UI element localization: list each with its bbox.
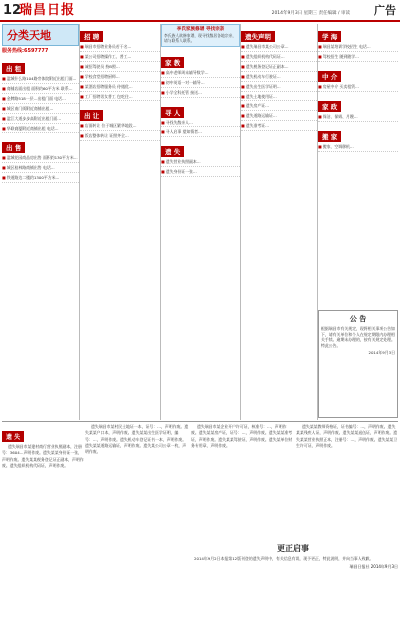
ad-item: ■ 工厂招聘男女普工 包吃住…	[80, 94, 160, 102]
category-housekeeping: 家 政	[318, 101, 341, 112]
classified-column-4	[241, 24, 317, 420]
category-lost-lower: 遗 失	[2, 431, 24, 442]
category-sale: 出 售	[2, 142, 25, 153]
ad-item: ■ 诚招驾驶员 持B照…	[80, 64, 160, 72]
category-missing-person: 寻 人	[161, 107, 184, 118]
ad-item: ■ 学校食堂招聘厨师…	[80, 74, 160, 82]
ad-item: ■ 遗失出生医学证明…	[241, 84, 317, 92]
classified-column-3	[161, 24, 240, 420]
category-transfer: 出 让	[80, 110, 103, 121]
lower-column-4	[296, 424, 398, 540]
notice-body: 根据瑞昌市有关规定，现将相关事项公告如下，请有关单位和个人在规定期限内办理相关手续。逾期未办理的，按有关规定处理。特此公告。	[321, 326, 395, 348]
section-title: 广告	[374, 4, 396, 17]
classified-brand-banner	[2, 24, 79, 46]
ad-item: ■ 初中英语一对一辅导…	[161, 80, 240, 88]
date-line: 2014年9月3日 星期三 责任编辑 / 审读	[271, 11, 350, 16]
classified-column-1	[2, 24, 79, 420]
ad-item: ■ 驾校招生 随到随学…	[318, 54, 398, 62]
ad-item: ■ 华联商厦附近商铺出租 电话…	[2, 126, 79, 134]
ad-item: ■ 金牌路518一层…出租门面 电话…	[2, 96, 79, 104]
lower-column-1	[2, 424, 84, 632]
ad-item: ■ 遗失组织机构代码证…	[241, 54, 317, 62]
ad-item: ■ 瑞昌某培训学校招生 电话…	[318, 44, 398, 52]
ad-item: ■ 搬家、空调移机…	[318, 144, 398, 152]
page-header	[0, 0, 400, 22]
ad-item: ■ 房屋中介 买卖租赁…	[318, 84, 398, 92]
ad-item: ■ 遗失机动车行驶证…	[241, 74, 317, 82]
ad-item: ■ 遗失税务登记证正副本…	[241, 64, 317, 72]
ad-item: ■ 寻人启事 望知情者…	[161, 129, 240, 137]
lower-column-2	[85, 424, 189, 632]
featured-notice-text: 李氏族人欲修家谱，现寻找散居各地宗亲，请与联系人联系。	[164, 33, 237, 44]
section-divider	[2, 421, 398, 422]
classified-column-5	[318, 24, 398, 308]
ad-item: ■ 某酒店招聘服务员 待遇优…	[80, 84, 160, 92]
masthead-logo: 瑞昌日报	[19, 3, 76, 18]
correction-body: 2014年9月2日本报第12版刊登的遗失声明中，有关信息有误，现予更正，特此说明，并向当事人致歉。	[194, 556, 374, 561]
ad-item: ■ 湓城花园商品房出售 面积约130平方米…	[2, 155, 79, 163]
featured-notice-title: 李氏家族修谱 寻找宗亲	[176, 27, 225, 32]
lost-notice-text: 遗失瑞昌市某建材商行营业执照副本，注册号：3604…声明作废。遗失某某身份证一张，声明作废。遗失某某税务登记证正副本，声明作废。遗失组织机构代码证，声明作废。	[2, 444, 84, 468]
ad-item: ■ 高中老师周末辅导数学…	[161, 70, 240, 78]
category-lost-declaration: 遗失声明	[241, 31, 275, 42]
ad-item: ■ 湓城什么路104路旁体院附近出租门面…	[2, 76, 79, 84]
page-number: 12	[3, 3, 22, 18]
ad-item: ■ 保洁、保姆、月嫂…	[318, 114, 398, 122]
ad-item: ■ 商铺店面出租 面积约60平方米 联系…	[2, 86, 79, 94]
lost-notice-text: 遗失瑞昌市某村民土地证一本，证号：…，声明作废。遗失某某户口本，声明作废。遗失某某出生医学证明，编号：…，声明作废。遗失机动车登记证书一本，声明作废。遗失某某道路运输证，声明作废。遗失某公司公章一枚，声明作废。	[85, 424, 189, 455]
public-notice-box	[318, 310, 398, 418]
notice-date: 2014年9月3日	[368, 350, 395, 356]
lost-notice-text: 遗失瑞昌市某企业开户许可证，核准号：…，声明作废。遗失某某房产证，证号：…，声明作废。遗失某某准考证，声明作废。遗失某某驾驶证，声明作废。遗失某单位财务专用章，声明作废。	[191, 424, 293, 448]
correction-signature: 瑞昌日报社 2014年9月3日	[349, 564, 398, 569]
category-agency: 中 介	[318, 71, 341, 82]
ad-item: ■ 铁道路边二楼约1300平方米…	[2, 175, 79, 183]
classified-column-2	[80, 24, 160, 420]
ad-item: ■ 遗失土地使用证…	[241, 94, 317, 102]
ad-item: ■ 遗失准考证…	[241, 123, 317, 131]
lost-notice-text: 遗失某某教师资格证，证书编号：…，声明作废。遗失某某残疾人证，声明作废。遗失某某退伍证，声明作废。遗失某某营业执照正本，注册号：…，声明作废。遗失某某卫生许可证，声明作废。	[296, 424, 398, 448]
brand-phone: 服务热线:6597777	[2, 48, 49, 54]
ad-item: ■ 小学全科托管 接送…	[161, 90, 240, 98]
category-recruit: 招 聘	[80, 31, 103, 42]
ad-item: ■ 城区南门街附近商铺出租…	[2, 106, 79, 114]
ad-item: ■ 湓江大道步步高附近出租门面…	[2, 116, 79, 124]
ad-item: ■ 寻找失散亲人…	[161, 120, 240, 128]
category-moving: 搬 家	[318, 131, 341, 142]
category-study: 学 海	[318, 31, 341, 42]
ad-item: ■ 某公司招聘操作工、普工…	[80, 54, 160, 62]
lower-column-3	[191, 424, 293, 540]
ad-item: ■ 饭店整体转让 证照齐全…	[80, 133, 160, 141]
category-tutor: 家 教	[161, 57, 184, 68]
ad-item: ■ 遗失身份证一张…	[161, 169, 240, 177]
brand-title: 分类天地	[7, 29, 51, 42]
notice-title: 公 告	[349, 314, 367, 323]
ad-item: ■ 遗失道路运输证…	[241, 113, 317, 121]
ad-item: ■ 遗失营业执照副本…	[161, 159, 240, 167]
ad-item: ■ 遗失瑞昌市某公司公章…	[241, 44, 317, 52]
ad-item: ■ 瑞昌市招聘业务员若干名…	[80, 44, 160, 52]
correction-notice	[188, 543, 398, 632]
ad-item: ■ 店面转让 位于城区繁华地段…	[80, 123, 160, 131]
correction-title: 更正启事	[277, 543, 309, 553]
category-rent: 出 租	[2, 63, 25, 74]
ad-item: ■ 遗失房产证…	[241, 103, 317, 111]
category-lost: 遗 失	[161, 146, 184, 157]
ad-item: ■ 城区桂林路商铺出售 电话…	[2, 165, 79, 173]
featured-notice-box	[161, 24, 240, 47]
